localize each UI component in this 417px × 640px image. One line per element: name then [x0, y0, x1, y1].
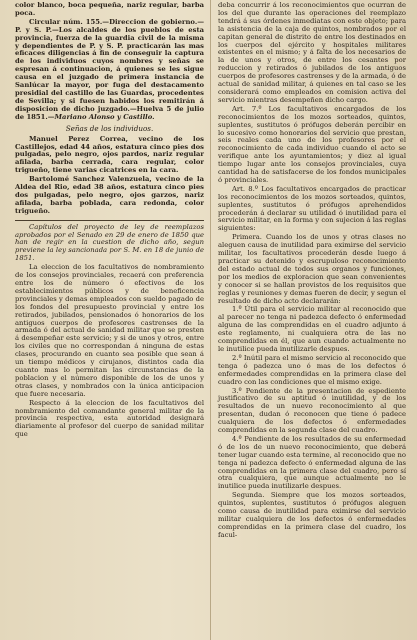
- rule-segunda: Segunda. Siempre que los mozos sorteados, quintos, suplentes, sustitutos ó prófugos aleguen como causa de inutilidad para eximirse del servicio militar cualquiera de los defectos ó enfermedades comprendidas en la primera clase del cuadro, los facul-: [218, 491, 406, 539]
- fugitive-manuel: Manuel Perez Correa, vecino de los Castillejos, edad 44 años, estatura cinco pies dos pulgadas, pelo negro, ojos pardos, nariz regular afilada, barba cerrada, cara regular, color trigueño, tiene varias cicatrices en la cara.: [15, 134, 204, 175]
- circular-signature: Mariano Alonso y Castillo.: [54, 112, 155, 121]
- fugitive-bartolome: Bartolomé Sanchez Valenzuela, vecino de la Aldea del Rio, edad 38 años, estatura cinco pies dos pulgadas, pelo negro, ojos garzos, nariz afilada, barba poblada, cara redonda, color trigueño.: [15, 175, 204, 215]
- article-7: Art. 7.º Los facultativos encargados de los reconocimientos de los mozos sorteados, quintos, suplentes, sustitutos ó prófugos deberán percibir en lo sucesivo como honorarios del servicio que prestan, seis reales cada uno de los profesores por el reconocimiento de cada individuo cuando el acto se verifique ante los ayuntamientos; y diez al igual tiempo lugar ante los consejos provinciales, cuya cantidad ha de satisfacerse de los fondos municipales ó provinciales.: [218, 104, 406, 184]
- law-chapter-title: Capítulos del proyecto de ley de reemplazos aprobados por el Senado en 29 de enero de 1850 que han de regir en la cuestion de dicho año, segun previene la ley sancionada por S. M. en 18 de junio de 1851.: [15, 222, 204, 263]
- declaration-4: 4.º Pendiente de los resultados de su enfermedad ó de los de un nuevo reconocimiento, que deberá tener lugar cuando esta termine, al reconocido que no tenga ni padezca defecto ó enfermedad alguna de las comprendidas en la primera clase del cuadro, pero sí otra cualquiera, que aunque actualmente no le inutilice pueda inutilizarle despues.: [218, 434, 406, 491]
- article-8: Art. 8.º Los facultativos encargados de practicar los reconocimientos de los mozos sorteados, quintos, suplentes, sustitutos ó prófugos aprehendidos procederán á declarar su utilidad ó inutilidad para el servicio militar, en la forma y con sujecion á las reglas siguientes:: [218, 184, 406, 233]
- declaration-1: 1.º Útil para el servicio militar al reconocido que al parecer no tenga ni padezca defecto ó enfermedad alguna de las comprendidas en el cuadro adjunto á este reglamento, ni cualquiera otra de las no comprendidas en él, que aun cuando actualmente no le inutilice pueda inutilizarle despues.: [218, 305, 406, 353]
- section-heading: Señas de los individuos.: [65, 123, 154, 133]
- declaration-2: 2.º Inútil para el mismo servicio al reconocido que tenga ó padezca uno ó mas de los defectos ó enfermedades comprendidas en la primera clase del cuadro con las condiciones que el mismo exige.: [218, 353, 406, 386]
- paragraph-respecto: Respecto á la eleccion de los facultativos del nombramiento del comandante general militar de la provincia respectiva, esta autoridad designará diariamente al profesor del cuerpo de sanidad militar que: [15, 398, 204, 439]
- rule-primera: Primera. Cuando los de unos y otras clases no aleguen causa de inutilidad para eximirse del servicio militar, los facultativos procederán desde luego á practicar su detenido y escrupuloso reconocimiento del estado actual de todos sus organos y funciones, por los medios de exploracion que sean convenientes y conocer si se hallan provistos de los requisitos que reglas y reuniones y demas fueren de decir, y segun el resultado de dicho acto declararán:: [218, 233, 406, 305]
- circular-body: Circular núm. 155.—Direccion de gobierno.—P. y S. P.—Los alcaldes de los pueblos de esta provincia, fuerza de la guardia civil de la misma y dependientes de P. y S. P. practicarán las mas eficaces diligencias á fin de conseguir la captura de los individuos cuyos nombres y señas se espresan á continuacion, á quienes se les sigue causa en el juzgado de primera instancia de Sanlúcar la mayor, por fuga del destacamento presidial del castillo de las Guardas, procedentes de Sevilla; y si fuesen habidos los remitirán á disposicion de dicho juzgado.—Huelva 5 de julio de 1851.—: [15, 17, 204, 121]
- paragraph-eleccion: La eleccion de los facultativos de nombramiento de los consejos provinciales, recaerá con preferencia entre los de número ó efectivos de los establecimientos públicos y de beneficencia provinciales y demas empleados con sueldo pagado de los fondos del presupuesto provincial y entre los retirados, jubilados, pensionados ó honorarios de los antiguos cuerpos de profesores castrenses de la armada ó del actual de sanidad militar que se presten á desempeñar este servicio; y si de unos y otros, entre los civiles que no correspondan á ninguna de estas clases, procurando en cuanto sea posible que sean á un tiempo médicos y cirujanos, distintos cada dia cuanto mas lo permitan las circunstancias de la poblacion y el número disponible de los de unos y otras clases, y nombrados con la única anticipacion que fuere necesaria.: [15, 263, 204, 398]
- left-column: [15, 2, 204, 439]
- right-column: [218, 2, 406, 540]
- paragraph-continued: deba concurrir á los reconocimientos que ocurran de los del que durante las operaciones del reemplazo tendrá á sus órdenes inmediatas con este objeto; para la asistencia de la caja de quintos, nombrados por el capitan general de distrito de entre los destinados en los cuerpos del ejército y hospitales militares existentes en el mismo; y á falta de los necesarios de la de unos y otros, de entre los cesantes por reduccion y retirados ó jubilados de los antiguos cuerpos de profesores castrenses y de la armada, ó de actual de sanidad militar, á quienes en tal caso se les considerará como empleados en comision activa del servicio mientras desempeñen dicho cargo.: [218, 1, 406, 104]
- continued-description: color blanco, boca pequeña, nariz regular, barba poca.: [15, 1, 204, 17]
- circular-155: [15, 19, 204, 122]
- declaration-3: 3.º Pendiente de la presentacion de espediente justificativo de su aptitud ó inutilidad, y de los resultados de un nuevo reconocimiento al que presentan, dudan ó reconocen que tiene ó padece cualquiera de los defectos ó enfermedades comprendidas en la segunda clase del cuadro.: [218, 386, 406, 435]
- column-divider: [210, 0, 211, 640]
- horizontal-rule: [15, 220, 204, 221]
